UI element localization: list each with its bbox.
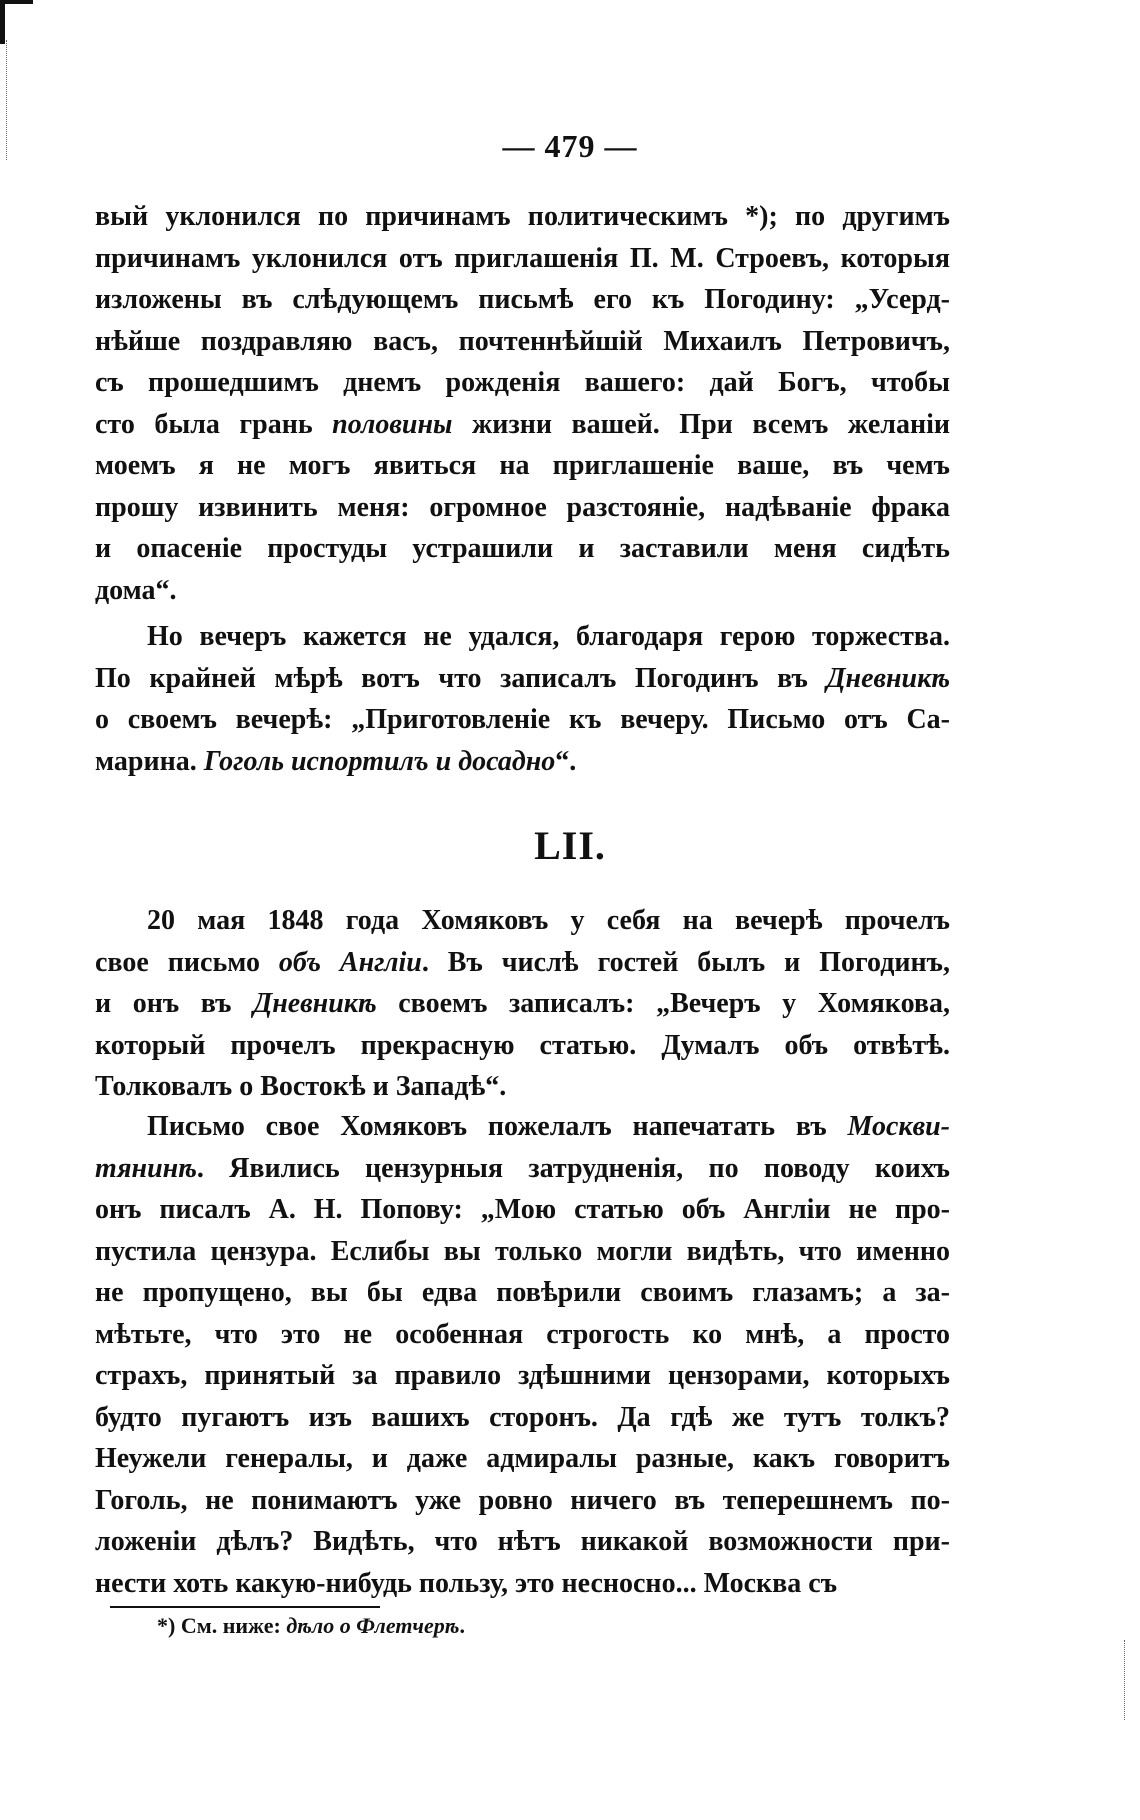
text-line: прошу извинить меня: огромное разстояніе, надѣваніе фрака: [95, 491, 950, 523]
footnote-italic: дѣло о Флетчерѣ: [286, 1613, 460, 1638]
text-line: который прочелъ прекрасную статью. Думалъ объ отвѣтѣ.: [95, 1029, 950, 1061]
italic-text: Дневникѣ: [826, 662, 950, 694]
paragraph-1: [95, 196, 950, 611]
text-line: Гоголь, не понимаютъ уже ровно ничего въ теперешнемъ по-: [95, 1484, 950, 1516]
italic-text: Москви-: [847, 1111, 950, 1142]
text-segment: свое письмо: [95, 946, 279, 978]
text-segment: и онъ въ: [95, 988, 254, 1019]
text-line: [95, 741, 950, 783]
text-segment: своемъ записалъ: „Вечеръ у Хомякова,: [376, 988, 950, 1019]
chapter-heading: LII.: [534, 823, 606, 868]
italic-text: Дневникѣ: [253, 988, 377, 1019]
italic-text: половины: [332, 408, 453, 440]
footnote-suffix: .: [459, 1613, 465, 1638]
italic-text: тянинѣ: [95, 1152, 197, 1184]
page-number: — 479 —: [502, 128, 638, 164]
text-line: и опасеніе простуды устрашили и заставили меня сидѣть: [95, 533, 950, 564]
paragraph-2: [95, 616, 950, 782]
text-line: нѣйше поздравляю васъ, почтеннѣйшій Михаилъ Петровичъ,: [95, 325, 950, 357]
text-line: [95, 1106, 950, 1148]
text-line: онъ писалъ А. Н. Попову: „Мою статью объ Англіи не про-: [95, 1194, 950, 1225]
text-line: пустила цензура. Еслибы вы только могли видѣть, что именно: [95, 1235, 950, 1267]
text-segment: По крайней мѣрѣ вотъ что записалъ Погодинъ въ: [95, 662, 827, 694]
text-line: нести хоть какую-нибудь пользу, это несносно... Москва съ: [95, 1567, 838, 1599]
text-line: ложеніи дѣлъ? Видѣть, что нѣтъ никакой возможности при-: [95, 1526, 950, 1557]
footnote: [157, 1613, 465, 1639]
text-line: дома“.: [95, 574, 177, 606]
text-segment: . Явились цензурныя затрудненія, по поводу коихъ: [196, 1152, 950, 1184]
text-line: вый уклонился по причинамъ политическимъ *); по другимъ: [95, 201, 950, 232]
text-line: причинамъ уклонился отъ приглашенія П. М. Строевъ, которыя: [95, 242, 950, 274]
text-segment: “.: [555, 745, 577, 777]
text-segment: Письмо свое Хомяковъ пожелалъ напечатать въ: [147, 1111, 848, 1142]
text-line: моемъ я не могъ явиться на приглашеніе ваше, въ чемъ: [95, 450, 950, 481]
scan-corner-mark: [0, 0, 33, 44]
text-line: [95, 983, 950, 1025]
text-segment: сто была грань: [95, 408, 333, 440]
scan-edge-speckles-right: [1124, 1640, 1128, 1720]
italic-text: объ Англіи: [278, 946, 422, 978]
italic-text: Гоголь испортилъ и досадно: [203, 745, 556, 777]
text-line: страхъ, принятый за правило здѣшними цензорами, которыхъ: [95, 1360, 950, 1391]
text-line: Но вечеръ кажется не удался, благодаря герою торжества.: [147, 621, 950, 652]
text-line: Неужели генералы, и даже адмиралы разные, какъ говоритъ: [95, 1443, 950, 1474]
text-line: [95, 1148, 950, 1190]
text-line: будто пугаютъ изъ вашихъ сторонъ. Да гдѣ же тутъ толкъ?: [95, 1401, 950, 1433]
paragraph-3: [95, 900, 950, 1108]
text-line: мѣтьте, что это не особенная строгость ко мнѣ, а просто: [95, 1318, 950, 1350]
paragraph-4: [95, 1106, 950, 1604]
text-line: изложены въ слѣдующемъ письмѣ его къ Погодину: „Усерд-: [95, 284, 950, 315]
text-line: [95, 942, 950, 984]
text-line: не пропущено, вы бы едва повѣрили своимъ глазамъ; а за-: [95, 1277, 950, 1308]
text-segment: . Въ числѣ гостей былъ и Погодинъ,: [421, 946, 950, 978]
text-line: [95, 404, 950, 446]
text-line: съ прошедшимъ днемъ рожденія вашего: дай Богъ, чтобы: [95, 367, 950, 398]
text-segment: марина.: [95, 745, 204, 777]
footnote-rule: [110, 1606, 380, 1608]
footnote-prefix: *) См. ниже:: [157, 1613, 287, 1638]
text-line: о своемъ вечерѣ: „Приготовленіе къ вечеру. Письмо отъ Са-: [95, 704, 950, 735]
text-line: 20 мая 1848 года Хомяковъ у себя на вечерѣ прочелъ: [147, 905, 950, 936]
text-line: [95, 658, 950, 700]
text-segment: жизни вашей. При всемъ желаніи: [452, 408, 951, 440]
text-line: Толковалъ о Востокѣ и Западѣ“.: [95, 1071, 507, 1102]
